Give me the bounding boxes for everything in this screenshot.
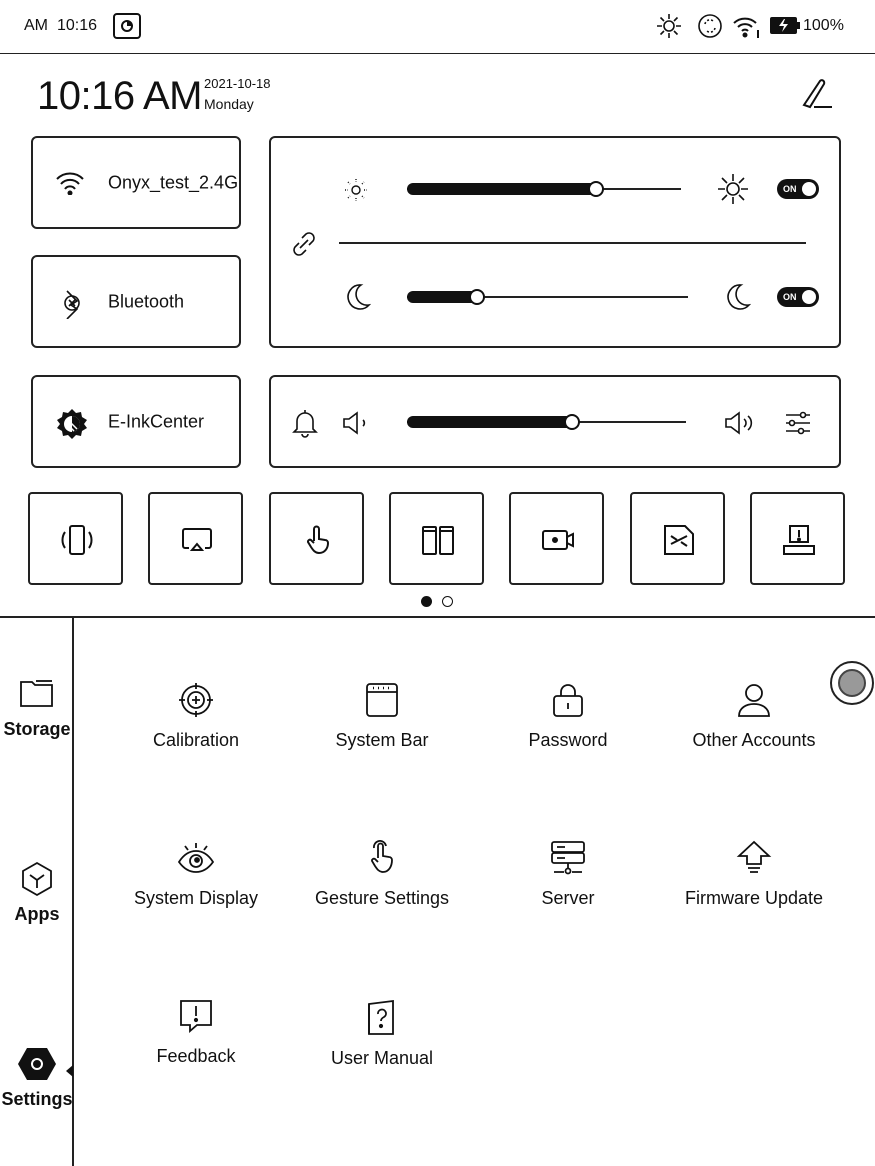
wifi-icon bbox=[55, 171, 85, 195]
server-icon bbox=[549, 840, 587, 876]
screen-record-button[interactable] bbox=[509, 492, 604, 585]
sidebar-item-label: Storage bbox=[3, 719, 71, 739]
apps-hexagon-icon bbox=[19, 861, 55, 897]
alert-inbox-icon bbox=[781, 522, 817, 558]
settings-item-label: System Display bbox=[133, 888, 259, 908]
settings-item-other-accounts[interactable] bbox=[664, 682, 844, 751]
pager-dot[interactable] bbox=[442, 596, 453, 607]
settings-item-user-manual[interactable] bbox=[292, 998, 472, 1069]
screen-record-icon bbox=[540, 522, 576, 558]
folder-icon bbox=[19, 678, 55, 710]
gesture-icon bbox=[364, 840, 400, 876]
moon-icon bbox=[723, 282, 751, 312]
warm-light-toggle[interactable] bbox=[777, 179, 819, 199]
volume-fill bbox=[407, 416, 572, 428]
settings-item-label: Other Accounts bbox=[692, 730, 816, 750]
dim-sun-icon bbox=[342, 176, 370, 204]
split-screen-button[interactable] bbox=[389, 492, 484, 585]
sun-icon bbox=[655, 12, 683, 40]
screen-cast-button[interactable] bbox=[148, 492, 243, 585]
cold-light-fill bbox=[407, 291, 477, 303]
settings-item-label: Calibration bbox=[152, 730, 240, 750]
eye-icon bbox=[177, 840, 215, 876]
eink-center-tile[interactable] bbox=[31, 375, 241, 468]
front-light-panel bbox=[269, 136, 841, 348]
calibration-icon bbox=[178, 682, 214, 718]
rotate-screen-button[interactable] bbox=[28, 492, 123, 585]
bluetooth-tile[interactable] bbox=[31, 255, 241, 348]
sidebar-item-label: Settings bbox=[1, 1089, 73, 1109]
settings-item-feedback[interactable] bbox=[106, 998, 286, 1067]
settings-item-password[interactable] bbox=[478, 682, 658, 751]
rotate-screen-icon bbox=[59, 522, 95, 558]
status-time: 10:16 bbox=[57, 17, 98, 34]
volume-panel bbox=[269, 375, 841, 468]
cold-light-knob[interactable] bbox=[469, 289, 485, 305]
sidebar-item-storage[interactable] bbox=[0, 670, 74, 745]
panel-divider bbox=[0, 616, 875, 618]
pager-dot-active[interactable] bbox=[421, 596, 432, 607]
bell-icon[interactable] bbox=[291, 407, 319, 439]
clock: 10:16 AM bbox=[37, 74, 203, 118]
volume-low-icon bbox=[341, 410, 371, 436]
touch-button[interactable] bbox=[269, 492, 364, 585]
split-screen-icon bbox=[420, 522, 456, 558]
edit-icon[interactable] bbox=[800, 77, 834, 111]
settings-item-label: Server bbox=[541, 888, 595, 908]
settings-item-label: Feedback bbox=[156, 1046, 236, 1066]
battery-percent: 100% bbox=[803, 17, 844, 34]
settings-item-calibration[interactable] bbox=[106, 682, 286, 751]
user-icon bbox=[736, 682, 772, 718]
weekday-label: Monday bbox=[204, 96, 254, 112]
status-period: AM bbox=[24, 17, 48, 34]
feedback-icon bbox=[178, 998, 214, 1034]
sidebar-item-label: Apps bbox=[14, 904, 60, 924]
no-sim-icon bbox=[661, 522, 697, 558]
settings-item-system-bar[interactable] bbox=[292, 682, 472, 751]
battery-icon bbox=[769, 16, 799, 35]
settings-item-label: Gesture Settings bbox=[314, 888, 450, 908]
sidebar-item-settings[interactable] bbox=[0, 1043, 74, 1118]
wifi-icon bbox=[731, 12, 759, 40]
bluetooth-label: Bluetooth bbox=[108, 291, 185, 311]
wifi-network-name: Onyx_test_2.4G bbox=[108, 172, 239, 192]
settings-item-system-display[interactable] bbox=[106, 840, 286, 909]
upload-arrow-icon bbox=[736, 840, 772, 876]
no-sim-button[interactable] bbox=[630, 492, 725, 585]
sliders-icon[interactable] bbox=[783, 409, 813, 437]
lock-icon bbox=[550, 682, 586, 718]
date-label: 2021-10-18 bbox=[204, 76, 271, 91]
eink-gear-icon bbox=[55, 407, 89, 441]
volume-high-icon bbox=[723, 410, 755, 436]
warm-light-fill bbox=[407, 183, 596, 195]
sidebar-item-apps[interactable] bbox=[0, 858, 74, 933]
eink-center-label: E-InkCenter bbox=[108, 411, 205, 431]
settings-item-label: System Bar bbox=[335, 730, 429, 750]
warm-light-knob[interactable] bbox=[588, 181, 604, 197]
settings-item-server[interactable] bbox=[478, 840, 658, 909]
settings-item-label: User Manual bbox=[330, 1048, 434, 1068]
warm-toggle-label: ON bbox=[783, 184, 797, 194]
settings-item-firmware-update[interactable] bbox=[664, 840, 844, 909]
volume-knob[interactable] bbox=[564, 414, 580, 430]
touch-icon bbox=[300, 522, 336, 558]
cold-toggle-label: ON bbox=[783, 292, 797, 302]
cold-light-toggle[interactable] bbox=[777, 287, 819, 307]
sync-icon bbox=[696, 12, 724, 40]
manual-icon bbox=[364, 998, 400, 1036]
settings-item-gesture-settings[interactable] bbox=[292, 840, 472, 909]
bluetooth-icon bbox=[59, 287, 85, 319]
bright-sun-icon bbox=[716, 172, 750, 206]
system-bar-icon bbox=[364, 682, 400, 718]
status-bar bbox=[0, 0, 875, 54]
settings-hexagon-icon bbox=[17, 1046, 57, 1082]
selected-indicator bbox=[66, 1065, 73, 1077]
moon-icon bbox=[343, 282, 371, 312]
settings-item-label: Firmware Update bbox=[684, 888, 824, 908]
link-icon[interactable] bbox=[288, 228, 320, 260]
link-divider bbox=[339, 242, 806, 244]
wifi-tile[interactable] bbox=[31, 136, 241, 229]
screen-cast-icon bbox=[179, 522, 215, 558]
screen-shot-icon[interactable] bbox=[113, 13, 141, 39]
settings-item-label: Password bbox=[528, 730, 608, 750]
alert-inbox-button[interactable] bbox=[750, 492, 845, 585]
